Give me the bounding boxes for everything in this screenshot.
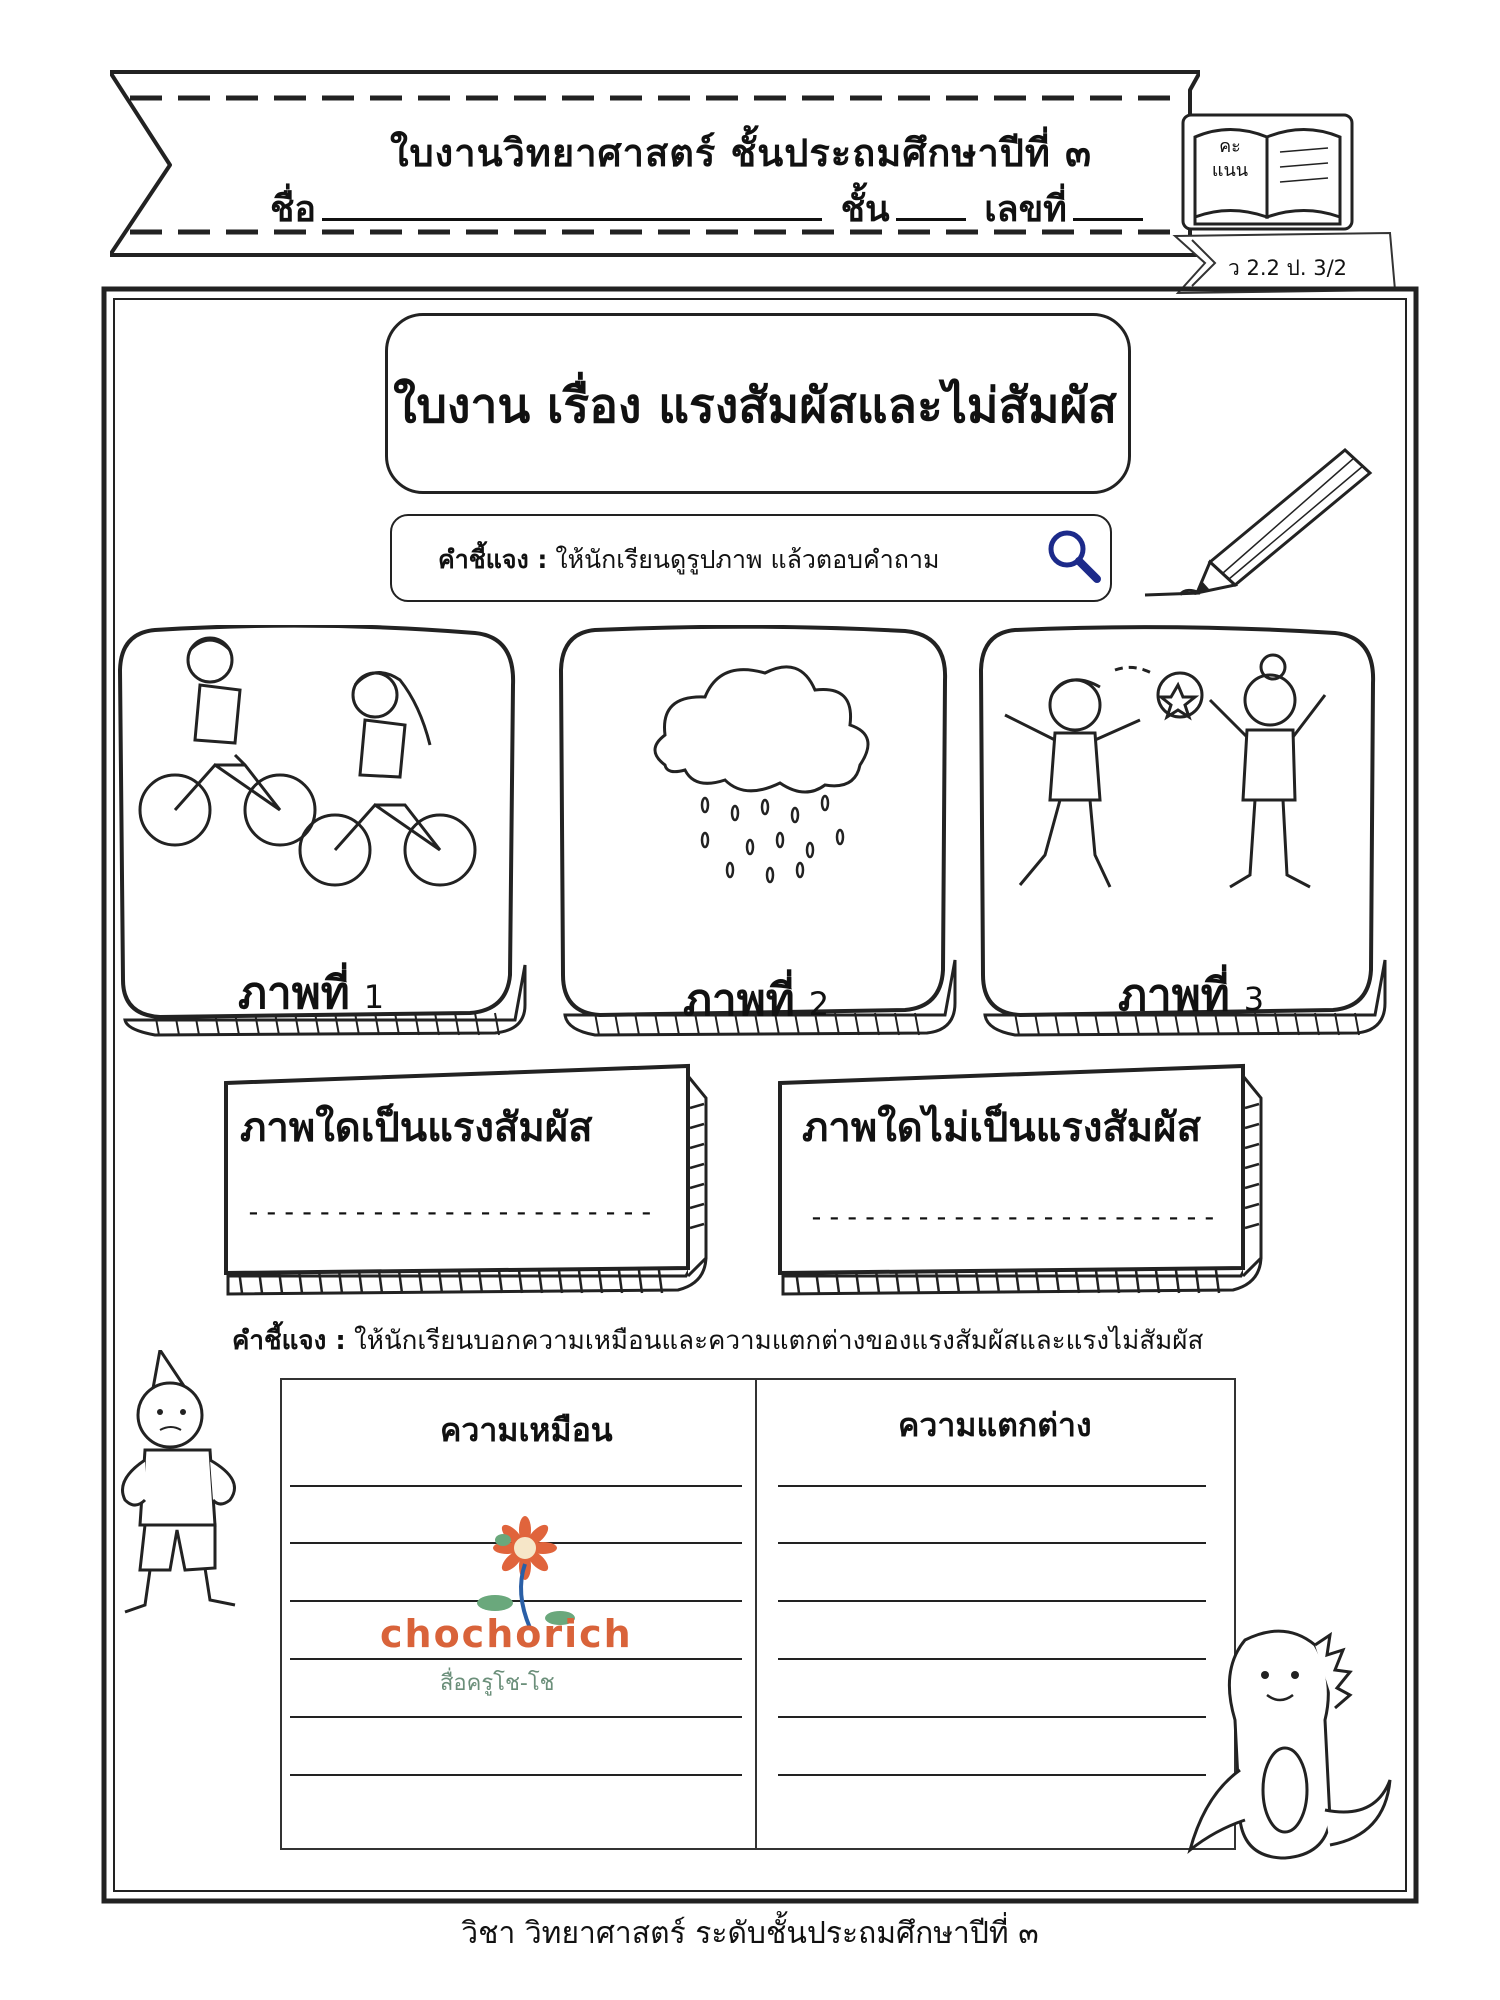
contact-answer-card [218,1058,710,1298]
brand-subtitle: สื่อครูโช-โช [440,1671,555,1696]
picture-3-title: ภาพที่ [1118,970,1230,1021]
similar-line[interactable] [290,1485,742,1487]
non-contact-answer-blank[interactable]: ----------------------- [808,1200,1219,1233]
picture-3-number: 3 [1243,980,1265,1018]
different-line[interactable] [778,1485,1206,1487]
dinosaur-illustration [1185,1620,1395,1880]
different-line[interactable] [778,1542,1206,1544]
picture-3-label [1118,960,1264,1030]
indicator-code: ว 2.2 ป. 3/2 [1228,256,1348,280]
col-similar-header: ความเหมือน [440,1411,613,1449]
picture-2-title: ภาพที่ [683,975,795,1026]
picture-2-number: 2 [808,985,830,1023]
number-field[interactable] [1073,214,1143,221]
different-line[interactable] [778,1658,1206,1660]
different-line[interactable] [778,1774,1206,1776]
magnifier-icon [1043,525,1103,585]
class-label: ชั้น [840,189,890,230]
similar-line[interactable] [290,1774,742,1776]
instruction-1-text: ให้นักเรียนดูรูปภาพ แล้วตอบคำถาม [555,545,940,574]
score-label: คะ แนน [1211,136,1249,181]
worksheet-title: ใบงานวิทยาศาสตร์ ชั้นประถมศึกษาปีที่ ๓ [390,131,1093,175]
instruction-2-label: คำชี้แจง : [232,1326,346,1356]
pencil-icon [1135,435,1375,605]
similar-line[interactable] [290,1716,742,1718]
instruction-2 [232,1320,1203,1361]
picture-1-number: 1 [363,978,385,1016]
instruction-2-text: ให้นักเรียนบอกความเหมือนและความแตกต่างของแรงสัมผัสและแรงไม่สัมผัส [354,1326,1204,1356]
col-different-header: ความแตกต่าง [898,1406,1092,1444]
instruction-1-label: คำชี้แจง : [438,545,548,574]
picture-1-label [238,958,384,1028]
class-field[interactable] [896,214,966,221]
table-divider [755,1378,757,1848]
different-line[interactable] [778,1600,1206,1602]
brand-logo: chochorich [380,1612,633,1656]
similar-line[interactable] [290,1658,742,1660]
boy-illustration [105,1350,285,1630]
picture-1-title: ภาพที่ [238,968,350,1019]
student-info-line [270,180,1149,237]
worksheet-topic: ใบงาน เรื่อง แรงสัมผัสและไม่สัมผัส [393,378,1117,434]
name-field[interactable] [322,214,822,221]
different-line[interactable] [778,1716,1206,1718]
instruction-1 [438,540,939,580]
picture-2-label [683,965,829,1035]
name-label: ชื่อ [270,189,317,230]
contact-question: ภาพใดเป็นแรงสัมผัส [240,1105,593,1151]
non-contact-answer-card [775,1058,1265,1298]
footer-subject: วิชา วิทยาศาสตร์ ระดับชั้นประถมศึกษาปีที่ ๓ [461,1916,1039,1951]
contact-answer-blank[interactable]: ----------------------- [245,1195,656,1228]
number-label: เลขที่ [984,189,1067,230]
non-contact-question: ภาพใดไม่เป็นแรงสัมผัส [802,1105,1202,1151]
